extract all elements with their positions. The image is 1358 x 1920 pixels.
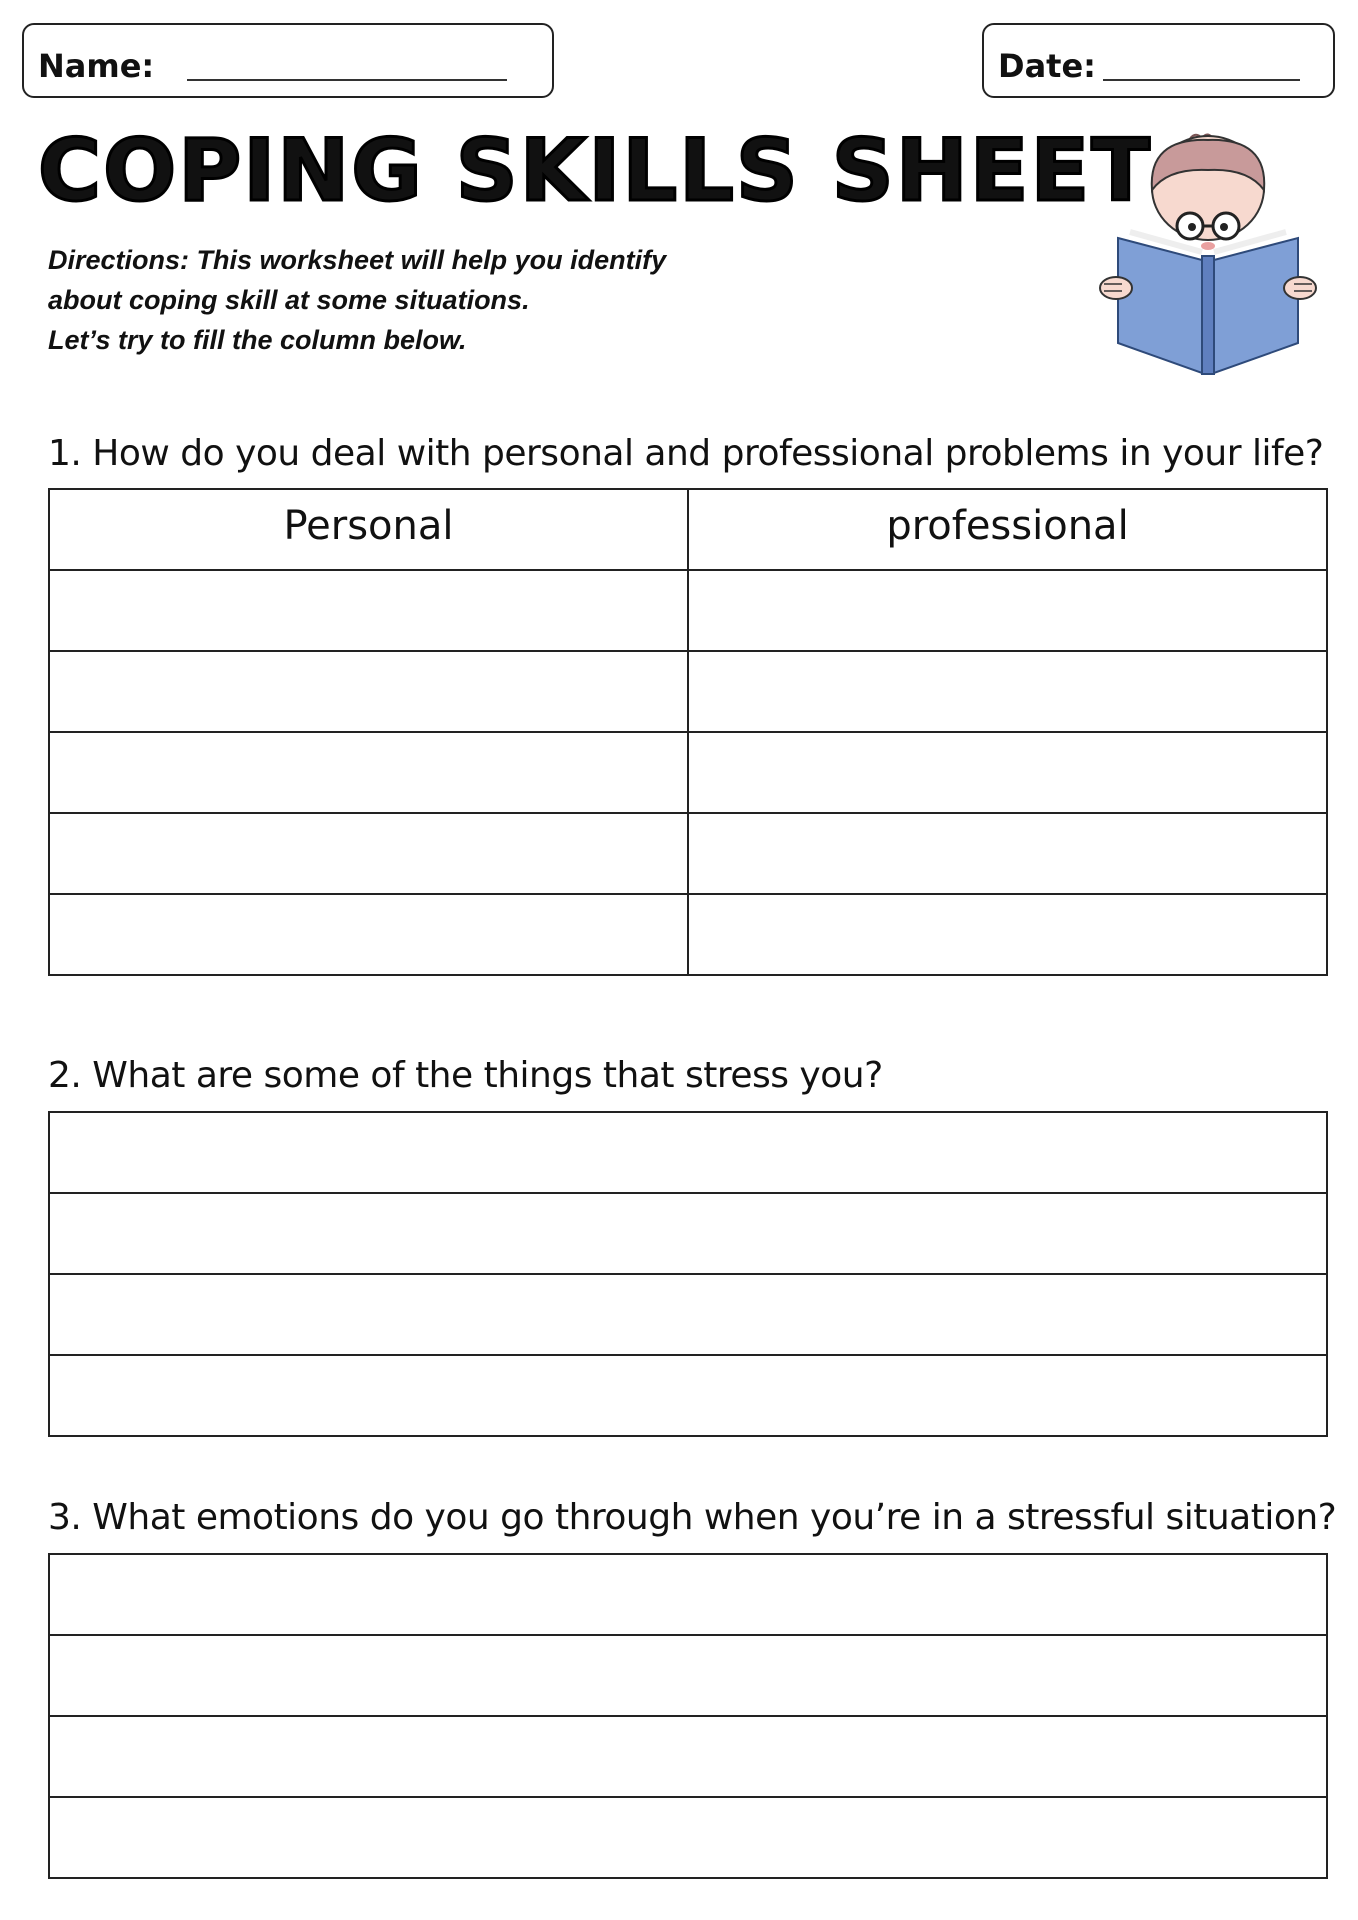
name-input-line[interactable]: [187, 79, 507, 81]
answer-cell[interactable]: [688, 894, 1327, 975]
table-header-row: [49, 489, 1327, 570]
answer-cell[interactable]: [688, 813, 1327, 894]
table-row: [49, 1635, 1327, 1716]
table-row: [49, 813, 1327, 894]
directions-line: Directions: This worksheet will help you identify: [48, 245, 667, 275]
answer-cell[interactable]: [49, 570, 688, 651]
name-label: Name:: [38, 46, 155, 85]
question-2: 2. What are some of the things that stress you?: [48, 1055, 883, 1096]
answer-cell[interactable]: [49, 1193, 1327, 1274]
answer-cell[interactable]: [49, 1355, 1327, 1436]
answer-cell[interactable]: [688, 732, 1327, 813]
table-row: [49, 570, 1327, 651]
table-row: [49, 1274, 1327, 1355]
answer-cell[interactable]: [49, 1112, 1327, 1193]
answer-cell[interactable]: [49, 1716, 1327, 1797]
answer-cell[interactable]: [49, 651, 688, 732]
directions-line: Let’s try to fill the column below.: [48, 325, 467, 355]
answer-cell[interactable]: [49, 1797, 1327, 1878]
table-row: [49, 1355, 1327, 1436]
table-row: [49, 1716, 1327, 1797]
table-row: [49, 1112, 1327, 1193]
name-field-box: [22, 23, 554, 98]
table-row: [49, 1193, 1327, 1274]
answer-cell[interactable]: [49, 1274, 1327, 1355]
answer-cell[interactable]: [49, 894, 688, 975]
table-row: [49, 1554, 1327, 1635]
answer-cell[interactable]: [49, 813, 688, 894]
table-row: [49, 894, 1327, 975]
date-field-box: [982, 23, 1335, 98]
date-input-line[interactable]: [1103, 79, 1300, 81]
child-reading-book-icon: [1098, 128, 1318, 378]
answer-cell[interactable]: [49, 1554, 1327, 1635]
column-header-personal: Personal: [49, 489, 688, 570]
question-2-table: [48, 1111, 1328, 1437]
directions-line: about coping skill at some situations.: [48, 285, 530, 315]
question-1: 1. How do you deal with personal and professional problems in your life?: [48, 433, 1324, 474]
answer-cell[interactable]: [688, 651, 1327, 732]
directions: [48, 240, 666, 360]
question-3-table: [48, 1553, 1328, 1879]
table-row: [49, 732, 1327, 813]
date-label: Date:: [998, 46, 1096, 85]
page-title: COPING SKILLS SHEET: [38, 121, 1152, 221]
answer-cell[interactable]: [49, 1635, 1327, 1716]
answer-cell[interactable]: [49, 732, 688, 813]
table-row: [49, 1797, 1327, 1878]
table-row: [49, 651, 1327, 732]
column-header-professional: professional: [688, 489, 1327, 570]
question-1-table: [48, 488, 1328, 976]
answer-cell[interactable]: [688, 570, 1327, 651]
question-3: 3. What emotions do you go through when you’re in a stressful situation?: [48, 1497, 1337, 1538]
